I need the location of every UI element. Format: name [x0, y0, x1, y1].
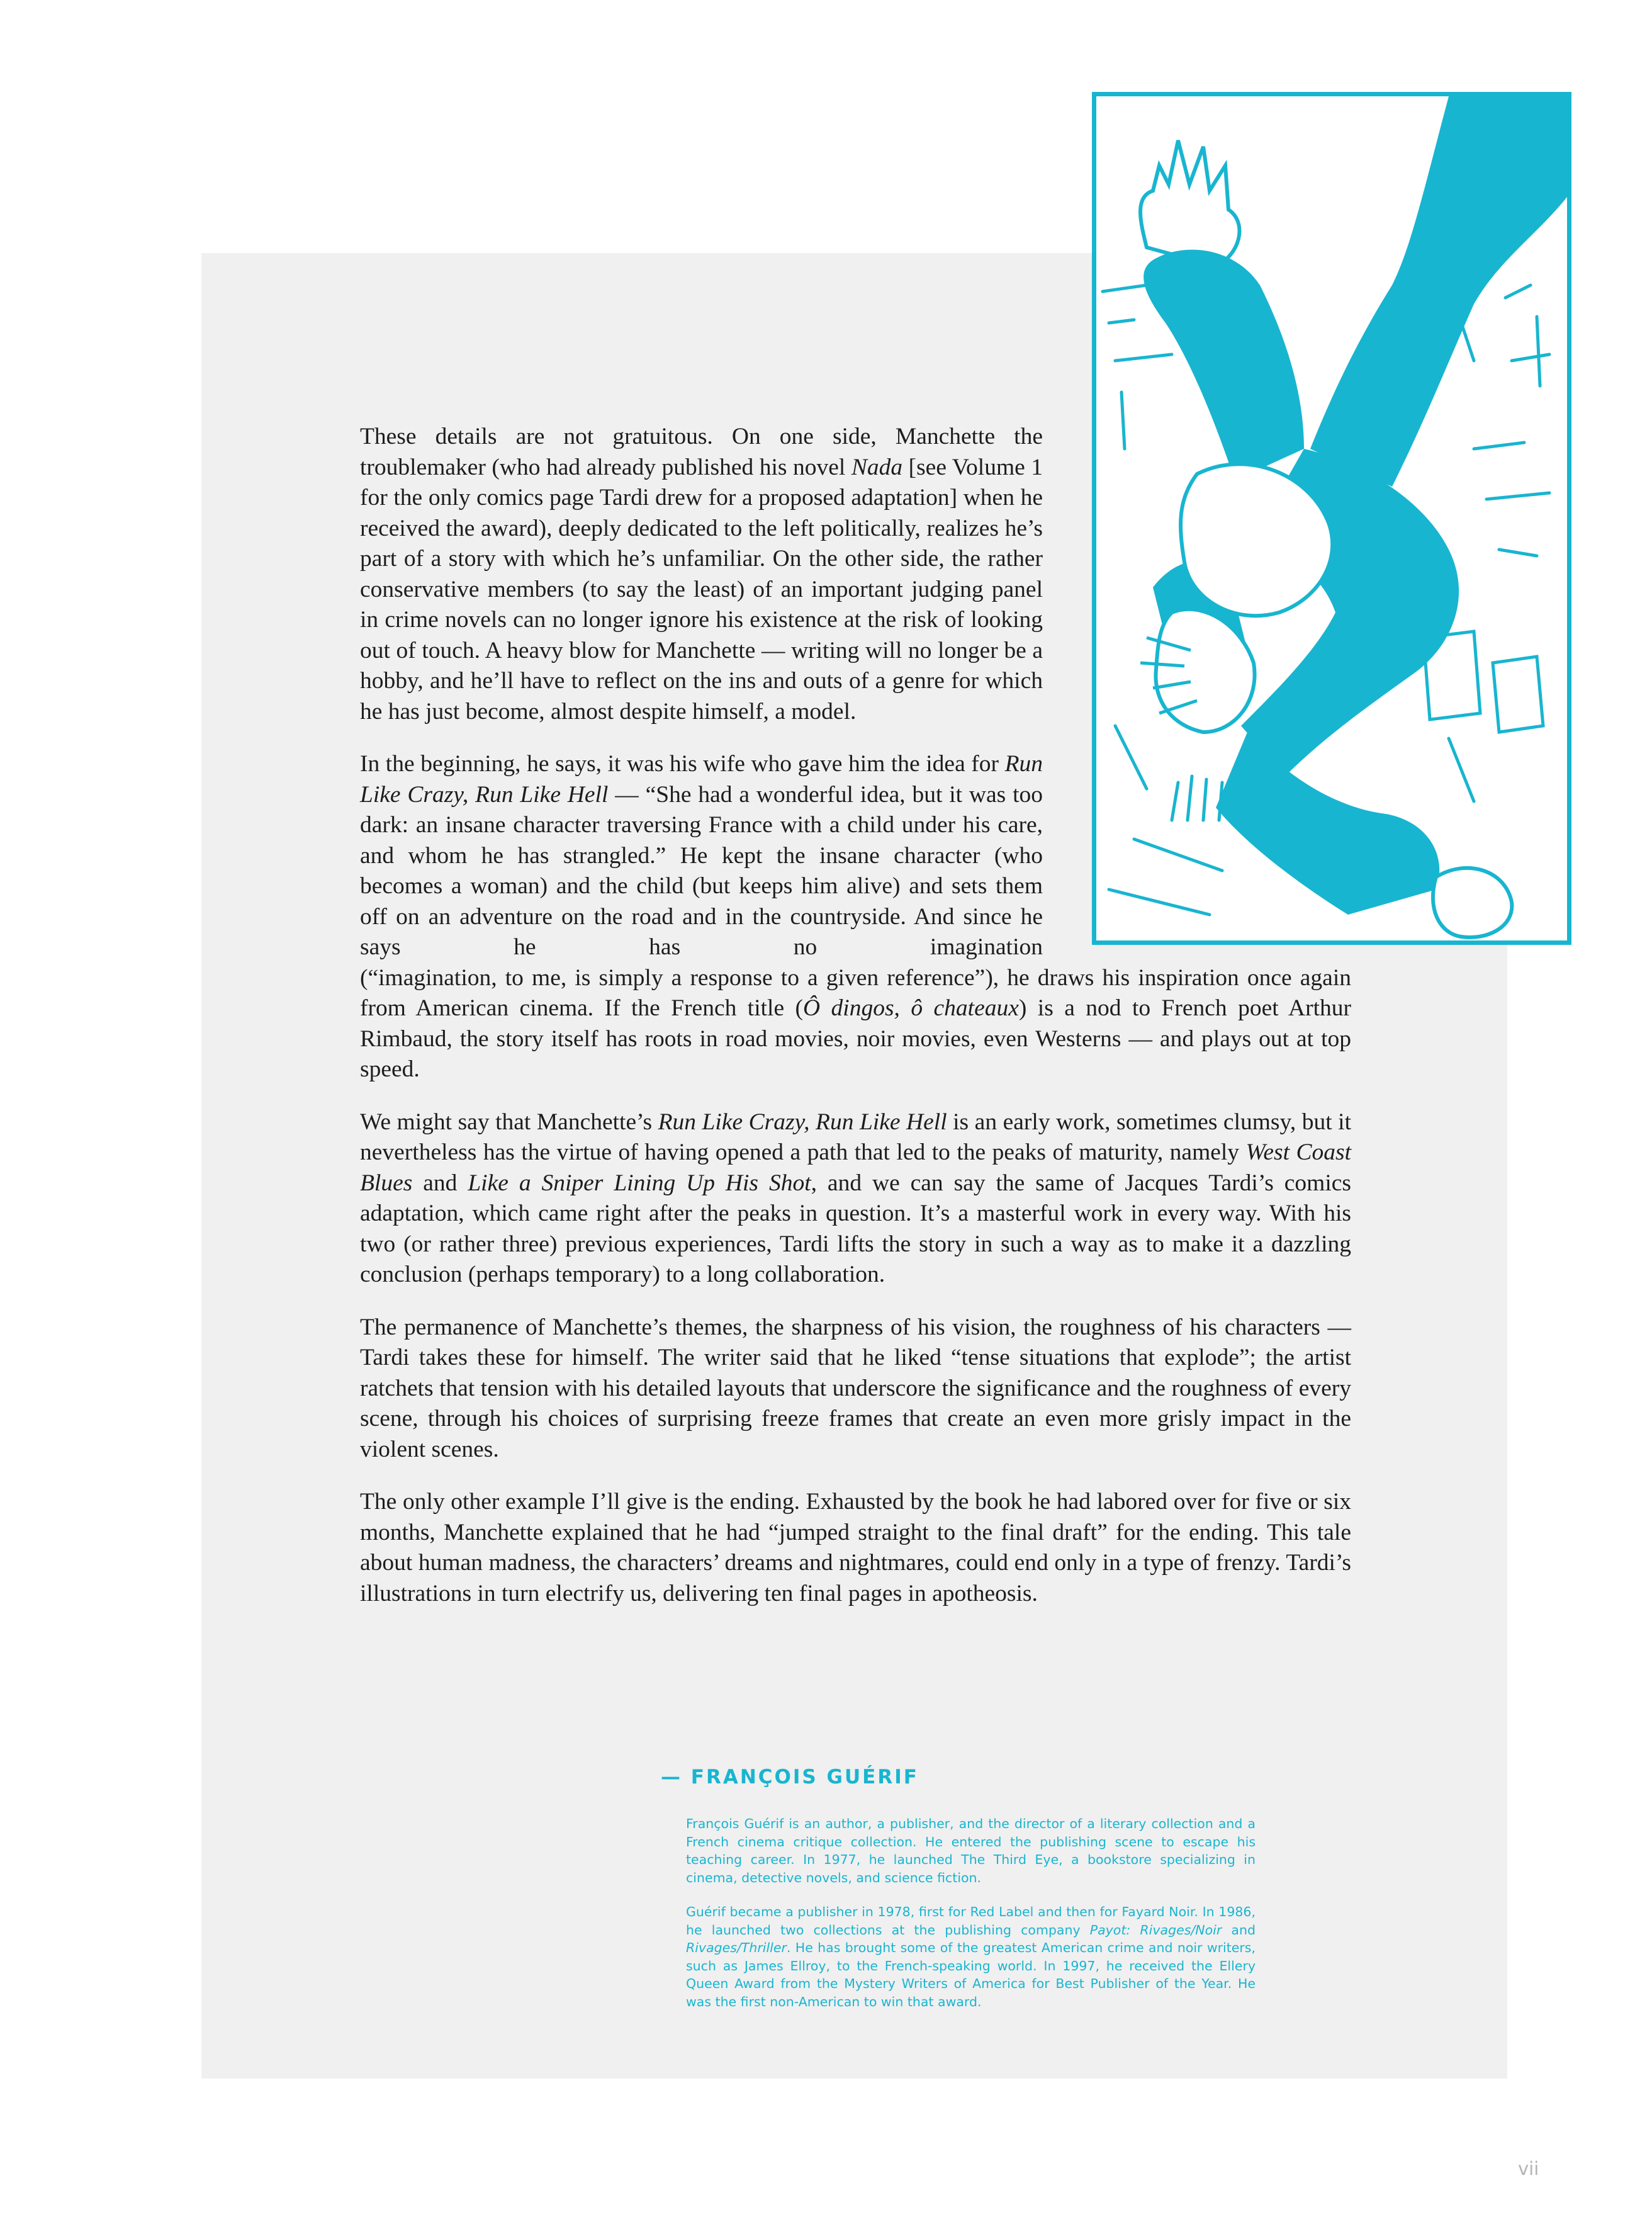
bio-paragraph-1: François Guérif is an author, a publisher, and the director of a literary collection and a French cinema critique collection. He entered the publishing scene to escape his teaching career. In 1977, he launched The Third Eye, a bookstore specializing in cinema, detective novels, and science fiction.: [686, 1816, 1256, 1885]
article-paragraph-2: [360, 749, 1351, 1085]
article-body: [360, 422, 1351, 1631]
paragraph-text: is an early work, sometimes clumsy, but it nevertheless has the virtue of having opened a path that led to the peaks of maturity, namely: [360, 1109, 1351, 1165]
paragraph-text: [see Volume 1 for the only comics page Tardi drew for a proposed adaptation] when he received the award), deeply dedicated to the left politically, realizes he’s part of a story with which he’s unfamiliar. On the other side, the rather conservative members (to say the least) of an important judging panel in crime novels can no longer ignore his existence at the risk of looking out of touch. A heavy blow for Manchette — writing will no longer be a hobby, and he’ll have to reflect on the ins and outs of a genre for which he has just become, almost despite himself, a model.: [360, 454, 1043, 725]
paragraph-text: (“imagination, to me, is simply a response to a given reference”), he draws his inspiration once again from American cinema. If the French title (: [360, 964, 1351, 1021]
author-signature: — FRANÇOIS GUÉRIF: [661, 1766, 919, 1788]
bio-text: . He has brought some of the greatest American crime and noir writers, such as James Ellroy, to the French-speaking world. In 1997, he received the Ellery Queen Award from the Mystery Writers of America for Best Publisher of the Year. He was the first non-American to win that award.: [686, 1940, 1256, 2009]
book-title: Like a Sniper Lining Up His Shot: [468, 1170, 811, 1196]
article-paragraph-5: The only other example I’ll give is the ending. Exhausted by the book he had labored over for five or six months, Manchette explained that he had “jumped straight to the final draft” for the ending. This tale about human madness, the characters’ dreams and nightmares, could end only in a type of frenzy. Tardi’s illustrations in turn electrify us, delivering ten final pages in apotheosis.: [360, 1489, 1351, 1606]
paragraph-text: , and we can say the same of Jacques Tardi’s comics adaptation, which came right after the peaks in question. It’s a masterful work in every way. With his two (or rather three) previous experiences, Tardi lifts the story in such a way as to make it a dazzling conclusion (perhaps temporary) to a long collaboration.: [360, 1170, 1351, 1287]
book-title-nada: Nada: [851, 454, 903, 480]
collection-name: Rivages/Thriller: [686, 1940, 787, 1955]
paragraph-text: We might say that Manchette’s: [360, 1109, 658, 1135]
book-title: Run Like Crazy, Run Like Hell: [658, 1109, 947, 1135]
collection-name: Payot: Rivages/Noir: [1089, 1922, 1222, 1938]
french-title: Ô dingos, ô chateaux: [803, 995, 1019, 1021]
article-paragraph-1: [360, 422, 1043, 727]
paragraph-text: These details are not gratuitous. On one side, Manchette the troublemaker (who had already published his novel: [360, 424, 1043, 480]
paragraph-text: and: [412, 1170, 468, 1196]
bio-text: Guérif became a publisher in 1978, first for Red Label and then for Fayard Noir. In 1986, he launched two collections at the publishing company: [686, 1904, 1256, 1938]
author-bio: [686, 1815, 1256, 2027]
page-number: vii: [1518, 2158, 1539, 2179]
paragraph-text: ) is a nod to French poet Arthur Rimbaud, the story itself has roots in road movies, noir movies, even Westerns — and plays out at top speed.: [360, 995, 1351, 1082]
book-title: West Coast Blues: [360, 1139, 1351, 1196]
book-title: Run Like Crazy, Run Like Hell: [360, 751, 1043, 808]
bio-text: and: [1222, 1922, 1256, 1938]
article-paragraph-3: [360, 1107, 1351, 1290]
bio-paragraph-2: [686, 1903, 1256, 2011]
article-paragraph-4: The permanence of Manchette’s themes, the sharpness of his vision, the roughness of his characters — Tardi takes these for himself. The writer said that he liked “tense situations that explode”; the artist ratchets that tension with his detailed layouts that underscore the significance and the roughness of every scene, through his choices of surprising freeze frames that create an even more grisly impact in the violent scenes.: [360, 1314, 1351, 1462]
paragraph-text: — “She had a wonderful idea, but it was too dark: an insane character traversing France with a child under his care, and whom he has strangled.” He kept the insane character (who becomes a woman) and the child (but keeps him alive) and sets them off on an adventure on the road and in the countryside. And since he says he has no imagination: [360, 781, 1043, 960]
paragraph-text: In the beginning, he says, it was his wife who gave him the idea for: [360, 751, 1005, 777]
